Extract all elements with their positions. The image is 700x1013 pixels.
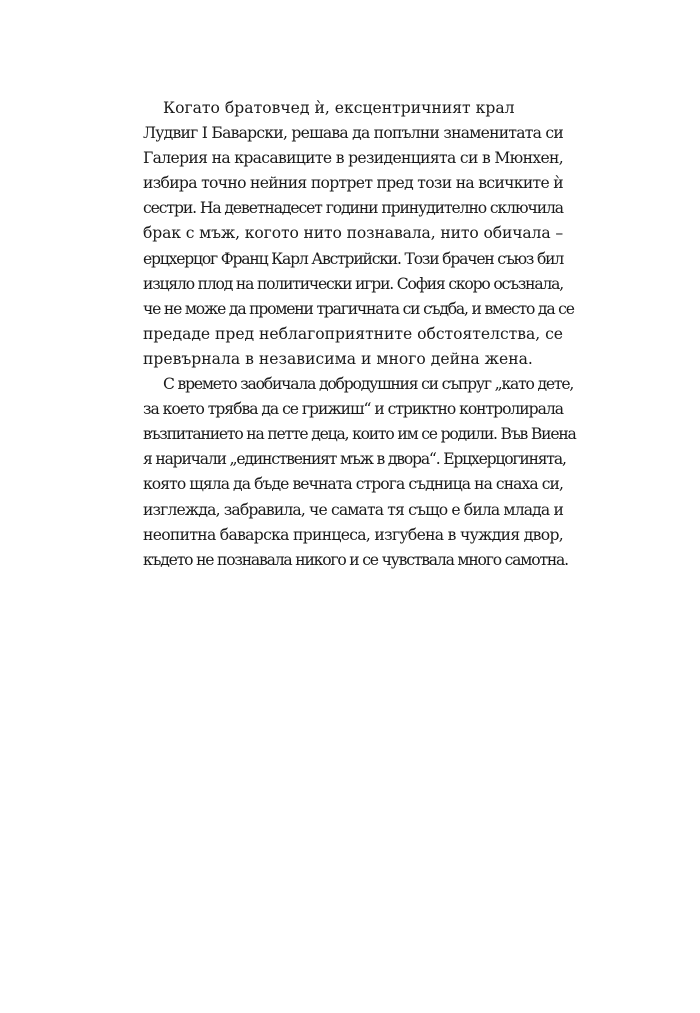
text-line: превърнала в независима и много дейна жена. [143,349,533,368]
text-line: С времето заобичала добродушния си съпруг „като дете, [163,375,574,394]
body-text [143,96,576,573]
text-line: където не познавала никого и се чувствала много самотна. [143,550,568,569]
text-line: Лудвиг I Баварски, решава да попълни знаменитата си [143,124,564,143]
text-line: сестри. На деветнадесет години принудително сключила [143,199,563,218]
text-line: неопитна баварска принцеса, изгубена в чуждия двор, [143,525,563,544]
text-line: я наричали „единственият мъж в двора“. Ерцхерцогинята, [143,450,566,469]
text-line: която щяла да бъде вечната строга съдница на снаха си, [143,475,563,494]
text-line: изцяло плод на политически игри. София скоро осъзнала, [143,274,564,293]
text-line: избира точно нейния портрет пред този на всичките ѝ [143,174,564,193]
text-line: възпитанието на петте деца, които им се родили. Във Виена [143,425,576,444]
text-line: че не може да промени трагичната си съдба, и вместо да се [143,299,574,318]
paragraph-1 [143,96,574,372]
text-line: ерцхерцог Франц Карл Австрийски. Този брачен съюз бил [143,249,564,268]
text-line: Галерия на красавиците в резиденцията си в Мюнхен, [143,149,564,168]
text-line: изглежда, забравила, че самата тя също е била млада и [143,500,563,519]
text-line: брак с мъж, когото нито познавала, нито обичала – [143,224,563,243]
paragraph-2 [143,372,576,573]
text-line: предаде пред неблагоприятните обстоятелства, се [143,324,563,343]
text-line: Когато братовчед ѝ, ексцентричният крал [163,99,515,117]
text-line: за което трябва да се грижиш“ и стриктно контролирала [143,400,563,419]
